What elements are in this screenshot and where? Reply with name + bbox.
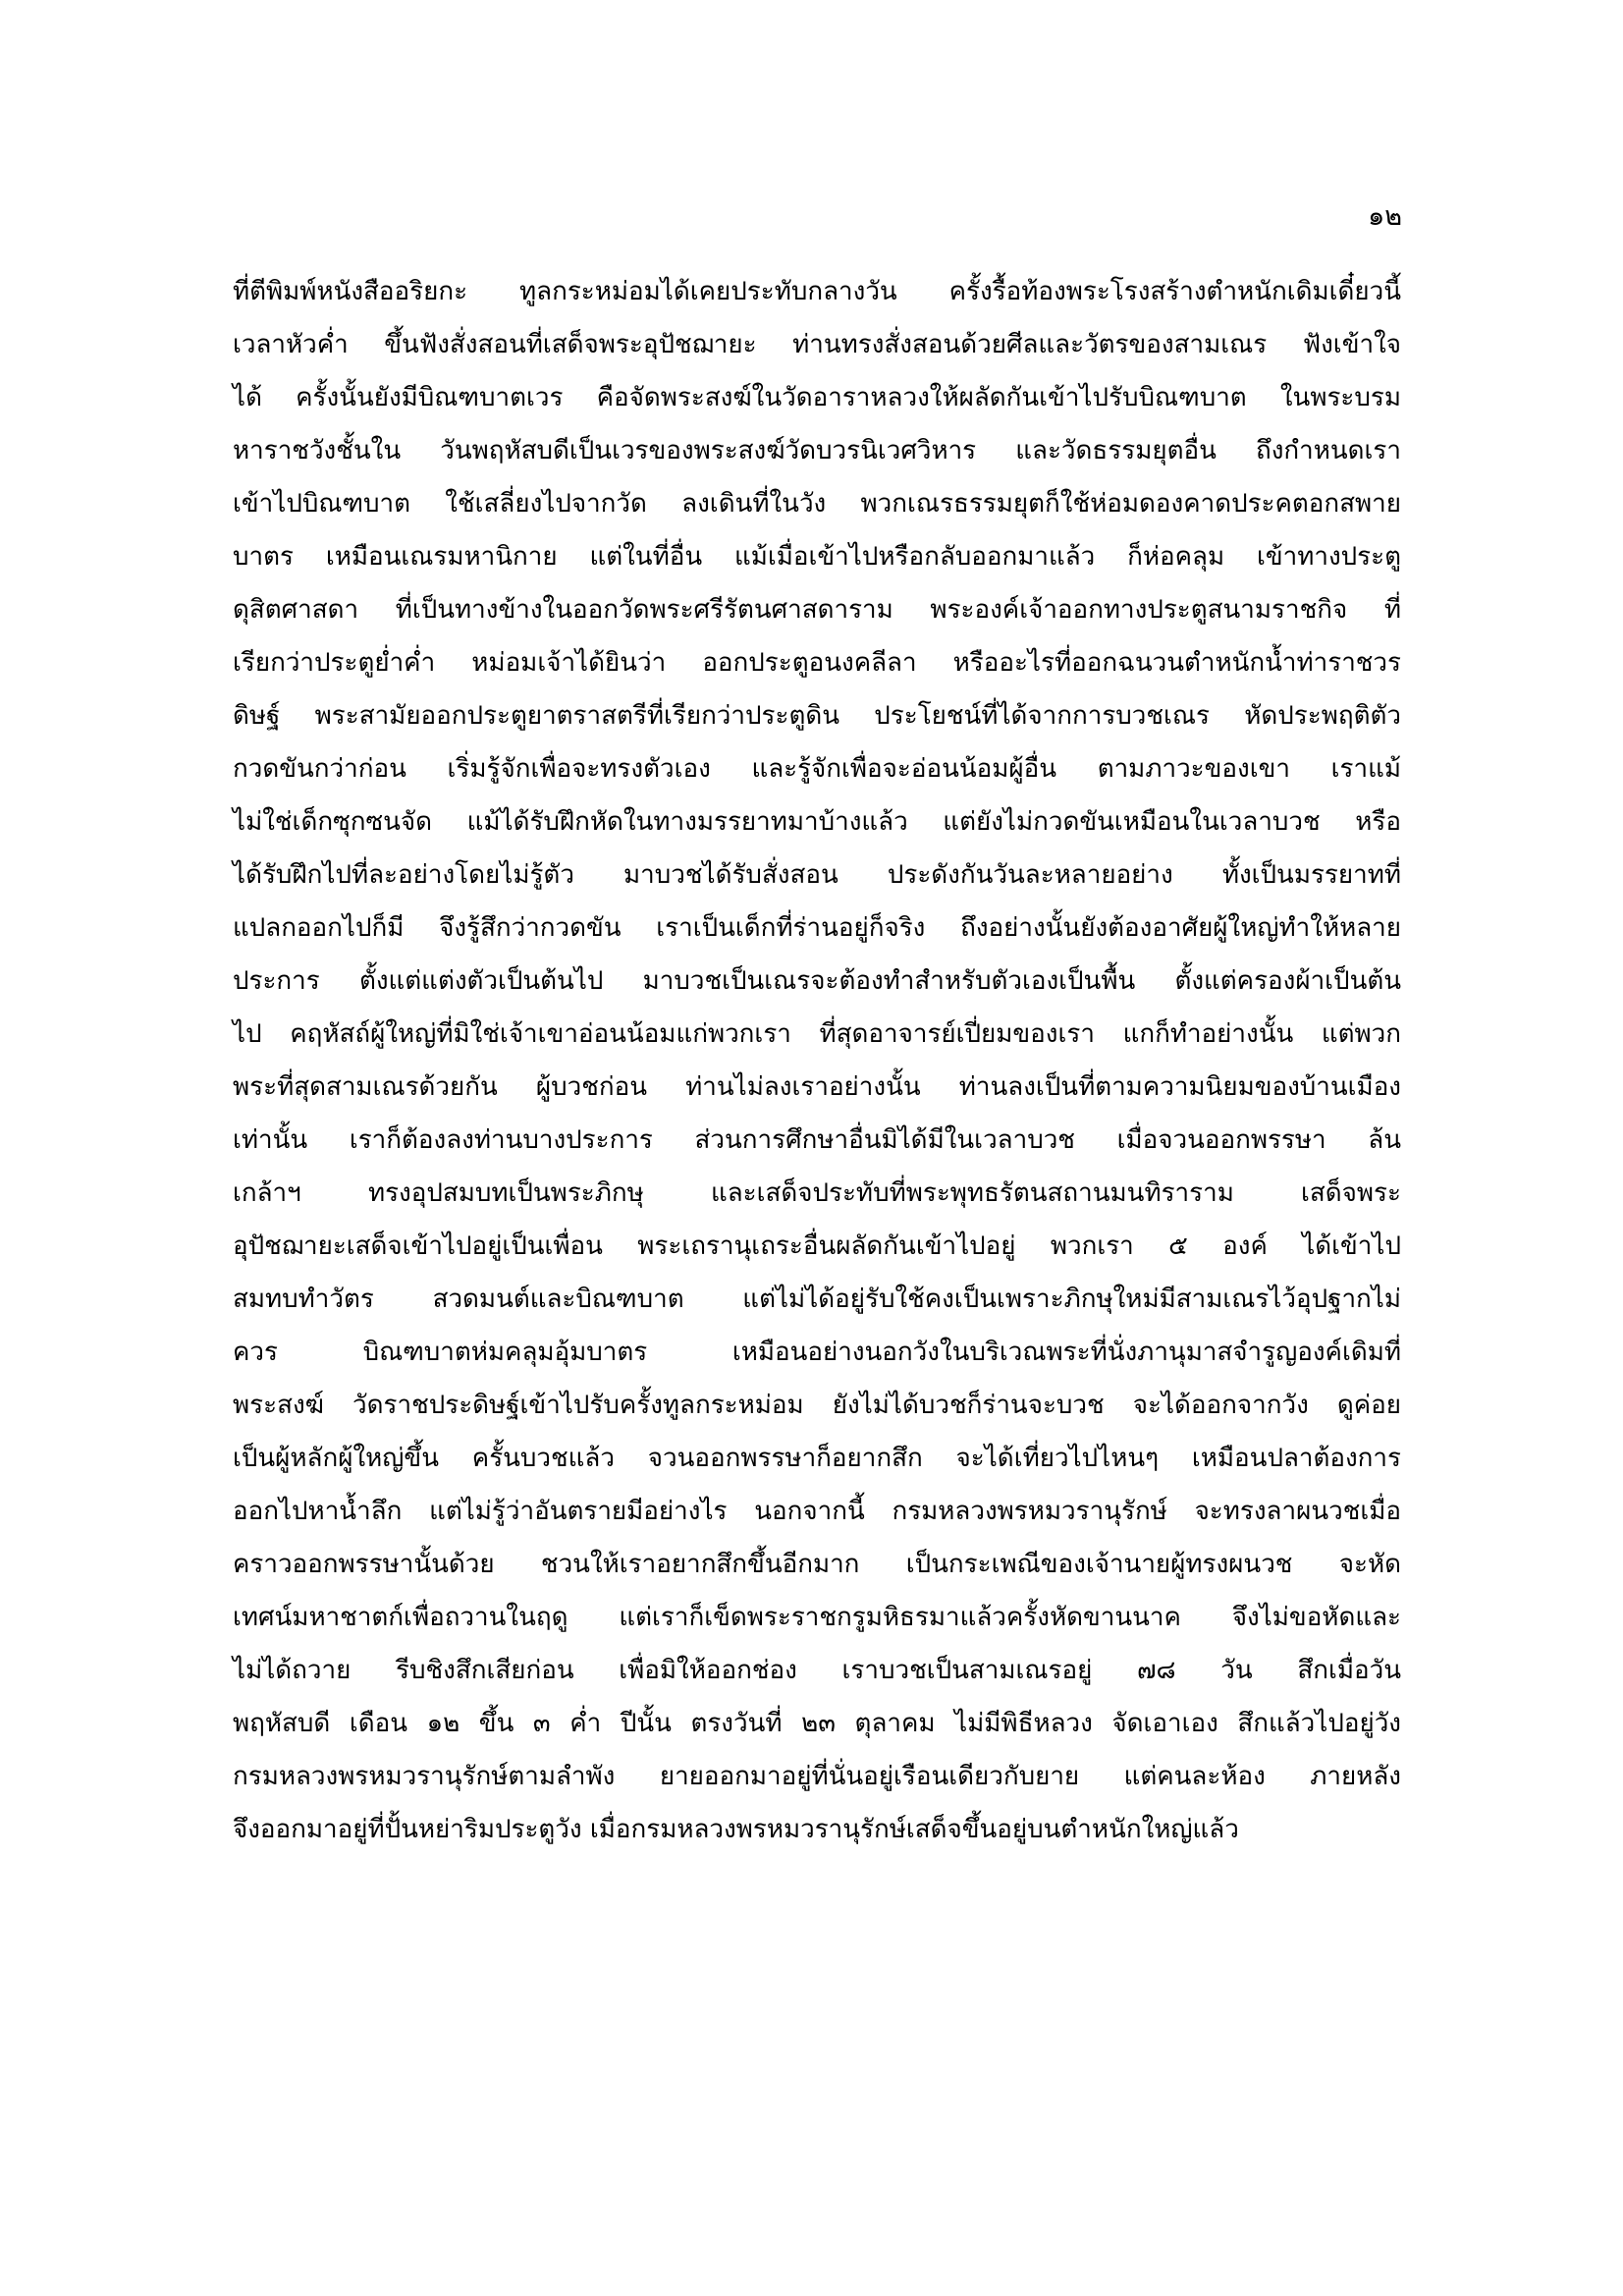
text-line: อุปัชฌายะเสด็จเข้าไปอยู่เป็นเพื่อน พระเถรานุเถระอื่นผลัดกันเข้าไปอยู่ พวกเรา ๕ องค์ ได้เข้าไป [233,1231,1401,1261]
page-number: ๑๒ [1368,201,1402,232]
text-line: จึงออกมาอยู่ที่ปั้นหย่าริมประตูวัง เมื่อกรมหลวงพรหมวรานุรักษ์เสด็จขึ้นอยู่บนตำหนักใหญ่แล้ว [233,1815,1239,1844]
text-line: พระสงฆ์ วัดราชประดิษฐ์เข้าไปรับครั้งทูลกระหม่อม ยังไม่ได้บวชก็ร่านจะบวช จะได้ออกจากวัง ดูค่อย [233,1391,1401,1420]
text-line: ได้รับฝึกไปที่ละอย่างโดยไม่รู้ตัว มาบวชได้รับสั่งสอน ประดังกันวันละหลายอย่าง ทั้งเป็นมรรยาทที่ [233,860,1401,890]
text-line: กวดขันกว่าก่อน เริ่มรู้จักเพื่อจะทรงตัวเอง และรู้จักเพื่อจะอ่อนน้อมผู้อื่น ตามภาวะของเขา เราแม้ [233,754,1401,784]
text-line: แปลกออกไปก็มี จึงรู้สึกว่ากวดขัน เราเป็นเด็กที่ร่านอยู่ก็จริง ถึงอย่างนั้นยังต้องอาศัยผู้ใหญ่ทำให้หลาย [233,913,1401,943]
text-line: หาราชวังชั้นใน วันพฤหัสบดีเป็นเวรของพระสงฆ์วัดบวรนิเวศวิหาร และวัดธรรมยุตอื่น ถึงกำหนดเรา [233,436,1401,465]
text-line: ได้ ครั้งนั้นยังมีบิณฑบาตเวร คือจัดพระสงฆ์ในวัดอาราหลวงให้ผลัดกันเข้าไปรับบิณฑบาต ในพระบรม [233,383,1401,412]
text-line: เวลาหัวค่ำ ขึ้นฟังสั่งสอนที่เสด็จพระอุปัชฌายะ ท่านทรงสั่งสอนด้วยศีลและวัตรของสามเณร ฟังเข้าใจ [233,330,1401,359]
text-line: ไม่ได้ถวาย รีบชิงสึกเสียก่อน เพื่อมิให้ออกช่อง เราบวชเป็นสามเณรอยู่ ๗๘ วัน สึกเมื่อวัน [233,1656,1401,1685]
text-line: คราวออกพรรษานั้นด้วย ชวนให้เราอยากสึกขึ้นอีกมาก เป็นกระเพณีของเจ้านายผู้ทรงผนวช จะหัด [233,1550,1401,1579]
text-line: พระที่สุดสามเณรด้วยกัน ผู้บวชก่อน ท่านไม่ลงเราอย่างนั้น ท่านลงเป็นที่ตามความนิยมของบ้านเมือง [233,1072,1401,1102]
text-line: ประการ ตั้งแต่แต่งตัวเป็นต้นไป มาบวชเป็นเณรจะต้องทำสำหรับตัวเองเป็นพื้น ตั้งแต่ครองผ้าเป็นต้น [233,966,1401,996]
text-line: ที่ตีพิมพ์หนังสืออริยกะ ทูลกระหม่อมได้เคยประทับกลางวัน ครั้งรื้อท้องพระโรงสร้างตำหนักเดิมเดี๋ยวนี้ [233,277,1401,306]
text-line: เข้าไปบิณฑบาต ใช้เสลี่ยงไปจากวัด ลงเดินที่ในวัง พวกเณรธรรมยุตก็ใช้ห่อมดองคาดประคตอกสพาย [233,489,1401,519]
text-line: พฤหัสบดี เดือน ๑๒ ขึ้น ๓ ค่ำ ปีนั้น ตรงวันที่ ๒๓ ตุลาคม ไม่มีพิธีหลวง จัดเอาเอง สึกแล้วไปอยู่วัง [233,1709,1401,1738]
text-line: เท่านั้น เราก็ต้องลงท่านบางประการ ส่วนการศึกษาอื่นมิได้มีในเวลาบวช เมื่อจวนออกพรรษา ล้น [233,1125,1401,1155]
text-line: เป็นผู้หลักผู้ใหญ่ขึ้น ครั้นบวชแล้ว จวนออกพรรษาก็อยากสึก จะได้เที่ยวไปไหนๆ เหมือนปลาต้องการ [233,1444,1401,1473]
text-line: ดุสิตศาสดา ที่เป็นทางข้างในออกวัดพระศรีรัตนศาสดาราม พระองค์เจ้าออกทางประตูสนามราชกิจ ที่ [233,595,1401,625]
text-line: ไป คฤหัสถ์ผู้ใหญ่ที่มิใช่เจ้าเขาอ่อนน้อมแก่พวกเรา ที่สุดอาจารย์เปี่ยมของเรา แกก็ทำอย่างนั้น แต่พวก [233,1019,1401,1049]
body-paragraph [233,265,1401,1856]
text-line: ไม่ใช่เด็กซุกซนจัด แม้ได้รับฝึกหัดในทางมรรยาทมาบ้างแล้ว แต่ยังไม่กวดขันเหมือนในเวลาบวช หรือ [233,807,1401,837]
text-line: สมทบทำวัตร สวดมนต์และบิณฑบาต แต่ไม่ได้อยู่รับใช้คงเป็นเพราะภิกษุใหม่มีสามเณรไว้อุปฐากไม่ [233,1285,1401,1314]
text-line: ออกไปหาน้ำลึก แต่ไม่รู้ว่าอันตรายมีอย่างไร นอกจากนี้ กรมหลวงพรหมวรานุรักษ์ จะทรงลาผนวชเมื่อ [233,1497,1401,1526]
text-line: ดิษฐ์ พระสามัยออกประตูยาตราสตรีที่เรียกว่าประตูดิน ประโยชน์ที่ได้จากการบวชเณร หัดประพฤติตัว [233,701,1401,731]
text-line: บาตร เหมือนเณรมหานิกาย แต่ในที่อื่น แม้เมื่อเข้าไปหรือกลับออกมาแล้ว ก็ห่อคลุม เข้าทางประตู [233,542,1401,572]
text-line: กรมหลวงพรหมวรานุรักษ์ตามลำพัง ยายออกมาอยู่ที่นั่นอยู่เรือนเดียวกับยาย แต่คนละห้อง ภายหลัง [233,1762,1401,1791]
text-line: เรียกว่าประตูย่ำค่ำ หม่อมเจ้าได้ยินว่า ออกประตูอนงคลีลา หรืออะไรที่ออกฉนวนตำหนักน้ำท่าราชวร [233,648,1401,678]
text-line: เกล้าฯ ทรงอุปสมบทเป็นพระภิกษุ และเสด็จประทับที่พระพุทธรัตนสถานมนทิราราม เสด็จพระ [233,1178,1401,1208]
text-line: ควร บิณฑบาตห่มคลุมอุ้มบาตร เหมือนอย่างนอกวังในบริเวณพระที่นั่งภานุมาสจำรูญองค์เดิมที่ [233,1338,1401,1367]
text-line: เทศน์มหาชาตก์เพื่อถวานในฤดู แต่เราก็เข็ดพระราชกรูมหิธรมาแล้วครั้งหัดขานนาค จึงไม่ขอหัดและ [233,1603,1401,1632]
